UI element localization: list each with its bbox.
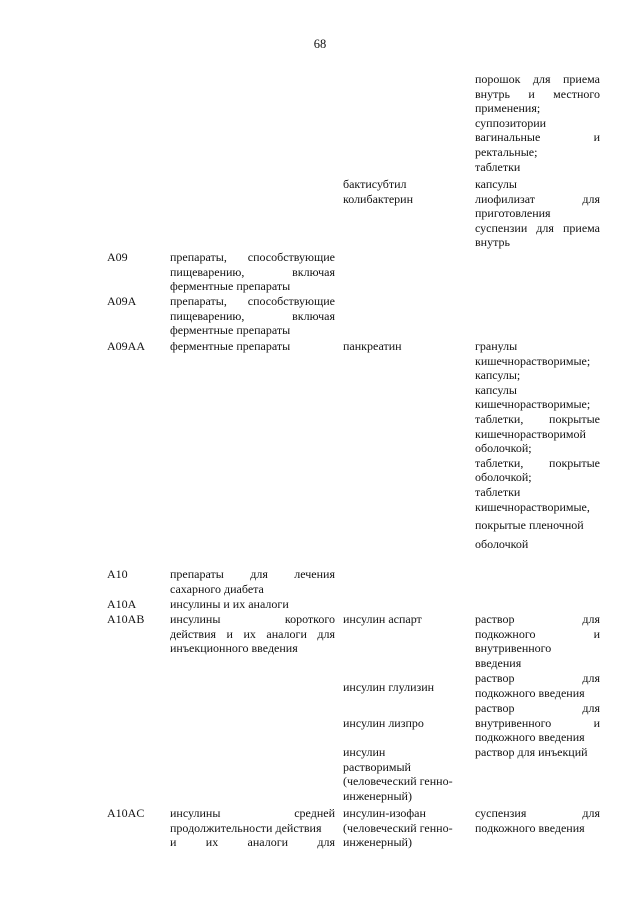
- text-line: введения: [475, 655, 522, 670]
- drug-cell: [343, 612, 468, 627]
- text-line: внутрь и местного: [475, 86, 600, 101]
- text-line: капсулы: [475, 382, 517, 397]
- text-line: подкожного введения: [475, 820, 585, 835]
- text-line: подкожного введения: [475, 685, 585, 700]
- text-line: порошок для приема: [475, 72, 600, 86]
- text-line: раствор для: [475, 671, 600, 685]
- text-line: применения;: [475, 101, 541, 116]
- text-line: подкожного введения: [475, 730, 585, 745]
- text-line: инъекционного введения: [170, 641, 298, 656]
- drug-cell: [343, 339, 468, 354]
- text-line: внутривенного: [475, 641, 552, 656]
- page-number: 68: [313, 37, 327, 51]
- text-line: пищеварению, включая: [170, 308, 335, 323]
- group-name-cell: [170, 339, 335, 354]
- group-name-cell: [170, 250, 335, 294]
- group-name-cell: [170, 806, 335, 850]
- drug-cell: [343, 716, 468, 731]
- text-line: оболочкой;: [475, 470, 532, 485]
- text-line: действия и их аналоги для: [170, 626, 335, 641]
- dosage-form-cell: [475, 806, 600, 835]
- text-line: лиофилизат для: [475, 191, 600, 206]
- text-line: ферментные препараты: [170, 339, 291, 353]
- text-line: суппозитории: [475, 115, 547, 130]
- text-line: препараты, способствующие: [170, 250, 335, 264]
- atc-code: A09A: [107, 294, 137, 308]
- text-line: раствор для: [475, 701, 600, 715]
- text-line: инсулины средней: [170, 806, 335, 820]
- text-line: инсулины и их аналоги: [170, 597, 289, 611]
- atc-code: A10A: [107, 597, 137, 611]
- text-line: и их аналоги для: [170, 835, 335, 850]
- text-line: панкреатин: [343, 339, 402, 353]
- text-line: колибактерин: [343, 191, 413, 206]
- text-line: таблетки: [475, 159, 521, 174]
- text-line: гранулы: [475, 339, 518, 353]
- text-line: суспензия для: [475, 806, 600, 820]
- text-line: препараты, способствующие: [170, 294, 335, 308]
- text-line: таблетки, покрытые: [475, 411, 600, 426]
- text-line: ферментные препараты: [170, 279, 291, 294]
- text-line: кишечнорастворимые,: [475, 499, 590, 514]
- text-line: сахарного диабета: [170, 581, 264, 596]
- text-line: таблетки, покрытые: [475, 455, 600, 470]
- drug-cell: [343, 680, 468, 695]
- text-line: таблетки: [475, 484, 521, 499]
- atc-code: A10AC: [107, 806, 145, 820]
- text-line: оболочкой: [475, 536, 529, 551]
- text-line: инсулин аспарт: [343, 612, 422, 626]
- text-line: покрытые пленочной: [475, 518, 584, 533]
- text-line: капсулы: [475, 177, 517, 191]
- text-line: раствор для: [475, 612, 600, 626]
- dosage-form-cell: [475, 177, 600, 250]
- dosage-form-cell: [475, 612, 600, 670]
- text-line: инсулин лизпро: [343, 716, 424, 730]
- text-line: инсулины короткого: [170, 612, 335, 626]
- text-line: пищеварению, включая: [170, 264, 335, 279]
- text-line: ректальные;: [475, 144, 538, 159]
- text-line: внутривенного и: [475, 715, 600, 730]
- drug-cell: [343, 177, 468, 206]
- dosage-form-cell: [475, 72, 600, 174]
- group-name-cell: [170, 294, 335, 338]
- dosage-form-cell: [475, 745, 600, 760]
- text-line: кишечнорастворимой: [475, 426, 586, 441]
- text-line: инсулин-изофан: [343, 806, 426, 820]
- group-name-cell: [170, 612, 335, 656]
- text-line: инженерный): [343, 788, 412, 803]
- text-line: бактисубтил: [343, 177, 407, 191]
- dosage-form-cell: [475, 671, 600, 700]
- text-line: вагинальные и: [475, 130, 600, 145]
- group-name-cell: [170, 597, 335, 612]
- text-line: ферментные препараты: [170, 323, 291, 338]
- text-line: (человеческий генно-: [343, 820, 453, 835]
- dosage-form-cell: [475, 339, 600, 551]
- text-line: инсулин глулизин: [343, 680, 435, 694]
- text-line: инженерный): [343, 835, 412, 850]
- text-line: растворимый: [343, 759, 411, 774]
- text-line: приготовления: [475, 206, 551, 221]
- dosage-form-cell: [475, 701, 600, 745]
- text-line: продолжительности действия: [170, 820, 322, 835]
- atc-code: A09AA: [107, 339, 145, 353]
- group-name-cell: [170, 567, 335, 596]
- atc-code: A10AB: [107, 612, 145, 626]
- text-line: инсулин: [343, 745, 386, 759]
- text-line: подкожного и: [475, 626, 600, 641]
- text-line: кишечнорастворимые;: [475, 397, 591, 412]
- text-line: оболочкой;: [475, 441, 532, 456]
- drug-cell: [343, 745, 468, 803]
- text-line: капсулы;: [475, 368, 521, 383]
- text-line: внутрь: [475, 235, 510, 250]
- drug-cell: [343, 806, 468, 850]
- text-line: суспензии для приема: [475, 220, 600, 235]
- atc-code: A10: [107, 567, 128, 581]
- text-line: препараты для лечения: [170, 567, 335, 581]
- text-line: раствор для инъекций: [475, 745, 588, 759]
- atc-code: A09: [107, 250, 128, 264]
- text-line: (человеческий генно-: [343, 774, 453, 789]
- text-line: кишечнорастворимые;: [475, 353, 591, 368]
